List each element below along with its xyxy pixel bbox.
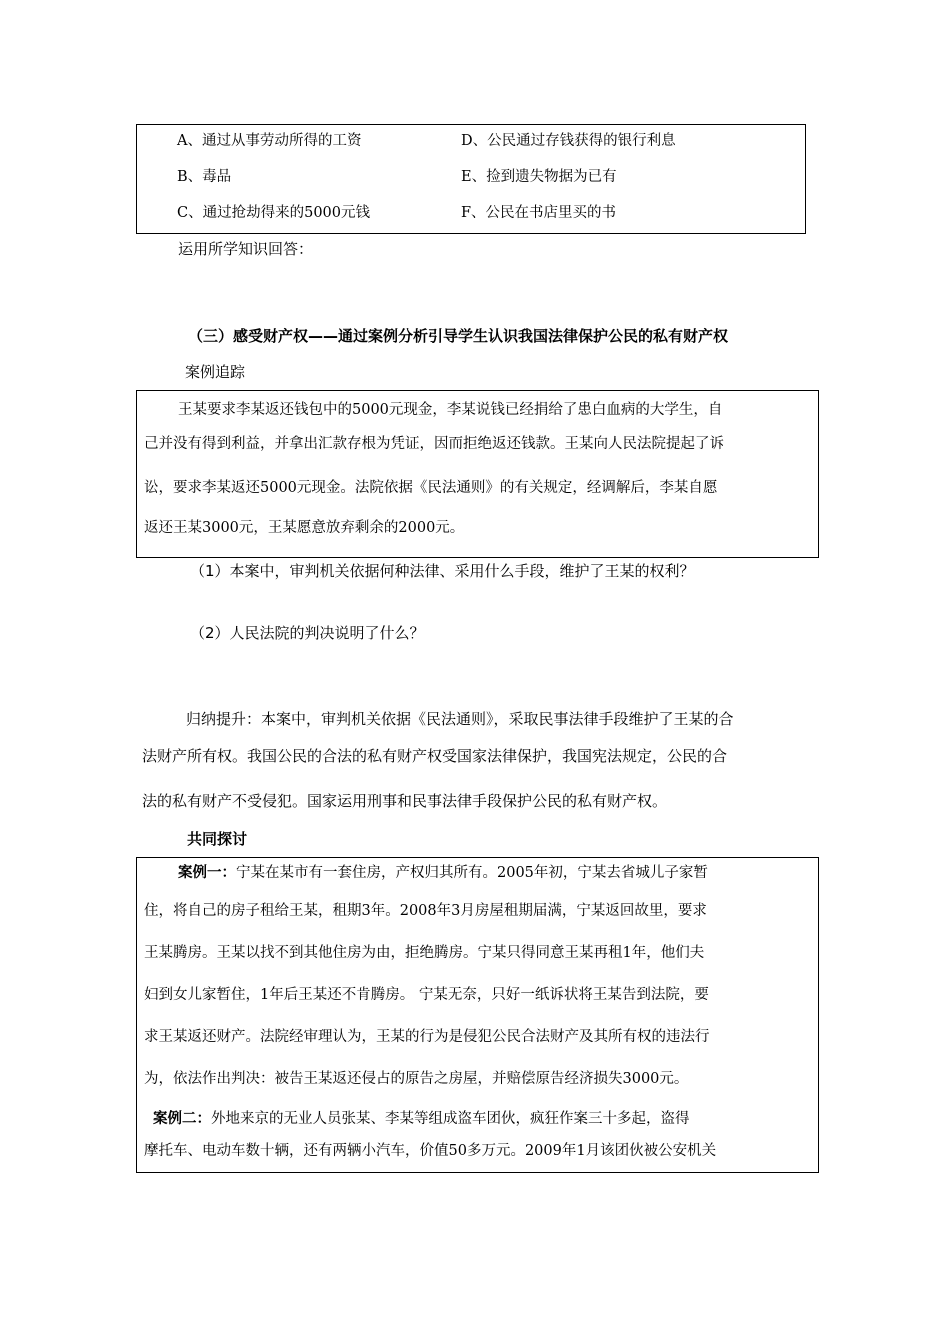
case1-line: 为，依法作出判决：被告王某返还侵占的原告之房屋，并赔偿原告经济损失3000元。: [144, 1071, 689, 1087]
case2-first-line: [153, 1104, 690, 1135]
option-b: B、毒品: [177, 169, 232, 185]
case1-line: 妇到女儿家暂住，1年后王某还不肯腾房。 宁某无奈，只好一纸诉状将王某告到法院，要: [144, 987, 709, 1003]
option-a: A、通过从事劳动所得的工资: [177, 133, 362, 149]
option-f: F、公民在书店里买的书: [461, 205, 617, 221]
section-heading: （三）感受财产权——通过案例分析引导学生认识我国法律保护公民的私有财产权: [188, 327, 729, 345]
option-e: E、捡到遗失物据为已有: [461, 169, 617, 185]
question-2: （2）人民法院的判决说明了什么？: [190, 624, 425, 642]
discussion-box: [136, 857, 819, 1173]
case-label: 案例追踪: [185, 363, 246, 381]
options-box: [136, 124, 806, 234]
option-d: D、公民通过存钱获得的银行利息: [461, 133, 676, 149]
summary-line: 归纳提升：本案中，审判机关依据《民法通则》，采取民事法律手段维护了王某的合: [186, 710, 734, 728]
case2-line: 摩托车、电动车数十辆，还有两辆小汽车，价值50多万元。2009年1月该团伙被公安机关: [144, 1143, 717, 1159]
case1-label: 案例一：: [178, 865, 236, 881]
summary-line: 法财产所有权。我国公民的合法的私有财产权受国家法律保护，我国宪法规定，公民的合: [142, 747, 728, 765]
case-box: [136, 390, 819, 558]
case-line: 己并没有得到利益，并拿出汇款存根为凭证，因而拒绝返还钱款。王某向人民法院提起了诉: [144, 436, 724, 452]
option-c: C、通过抢劫得来的5000元钱: [177, 205, 370, 221]
question-1: （1）本案中，审判机关依据何种法律、采用什么手段，维护了王某的权利？: [190, 562, 695, 580]
case1-line: 王某腾房。王某以找不到其他住房为由，拒绝腾房。宁某只得同意王某再租1年，他们夫: [144, 945, 705, 961]
case-line: 王某要求李某返还钱包中的5000元现金，李某说钱已经捐给了患白血病的大学生，自: [178, 402, 723, 418]
case-line: 讼，要求李某返还5000元现金。法院依据《民法通则》的有关规定，经调解后，李某自愿: [144, 480, 718, 496]
case1-line: 求王某返还财产。法院经审理认为，王某的行为是侵犯公民合法财产及其所有权的违法行: [144, 1029, 710, 1045]
case1-first-line: [178, 858, 708, 889]
answer-prompt: 运用所学知识回答：: [178, 240, 314, 258]
case1-line: 住，将自己的房子租给王某，租期3年。2008年3月房屋租期届满，宁某返回故里，要求: [144, 903, 707, 919]
case2-first: 外地来京的无业人员张某、李某等组成盗车团伙，疯狂作案三十多起，盗得: [211, 1111, 690, 1127]
case-line: 返还王某3000元，王某愿意放弃剩余的2000元。: [144, 520, 465, 536]
discuss-label: 共同探讨: [187, 830, 248, 848]
case2-label: 案例二：: [153, 1111, 211, 1127]
case1-first: 宁某在某市有一套住房，产权归其所有。2005年初，宁某去省城儿子家暂: [236, 865, 708, 881]
summary-line: 法的私有财产不受侵犯。国家运用刑事和民事法律手段保护公民的私有财产权。: [142, 792, 668, 810]
